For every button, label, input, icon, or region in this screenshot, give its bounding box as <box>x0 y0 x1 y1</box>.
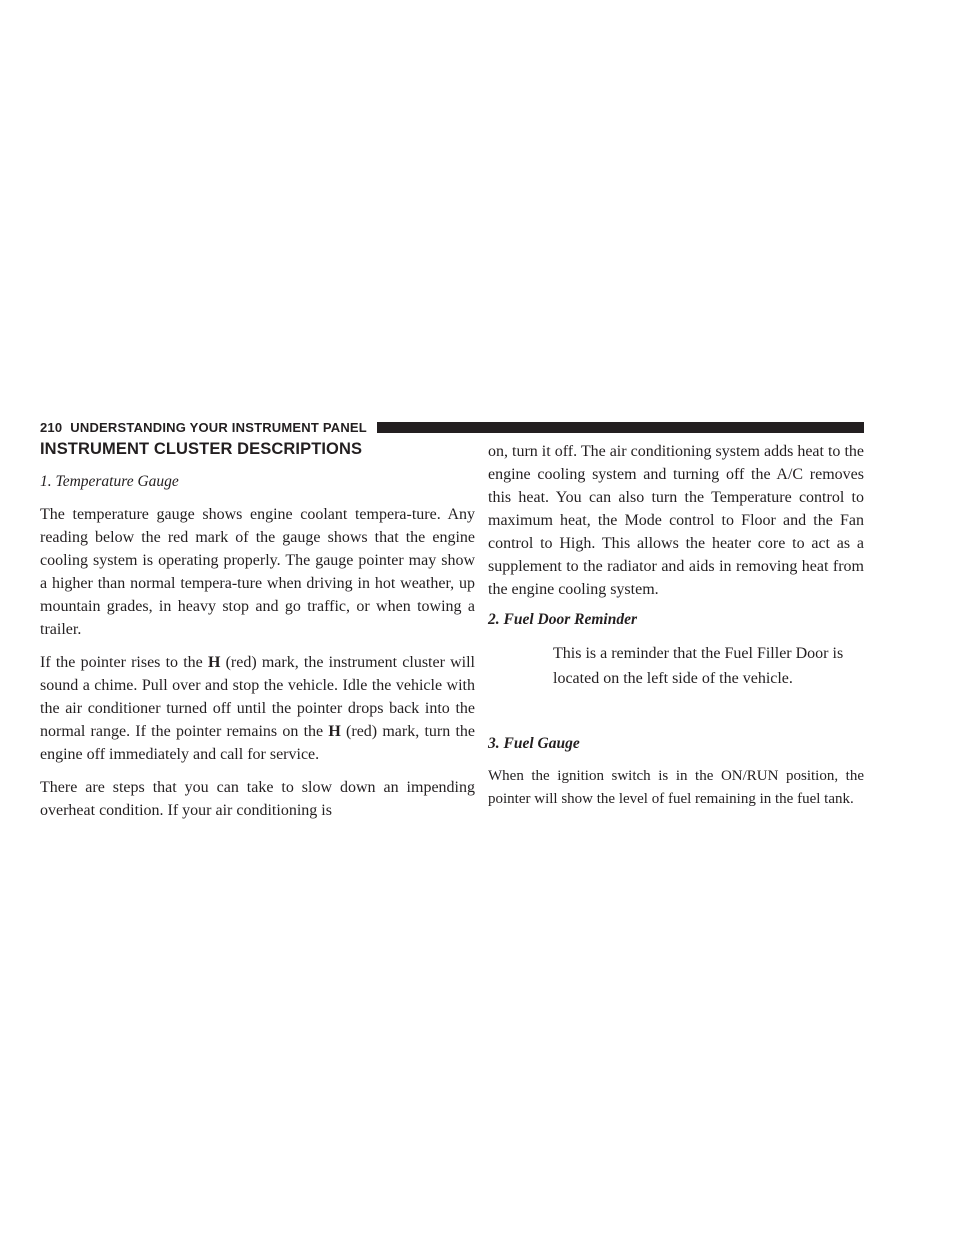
header-rule <box>377 422 864 433</box>
fuel-door-reminder-heading: 2. Fuel Door Reminder <box>488 611 637 628</box>
h-mark-2: H <box>328 723 341 740</box>
temperature-gauge-heading: 1. Temperature Gauge <box>40 473 179 490</box>
temp-para2-part-b: (red) mark, the instrument cluster will sound a chime. Pull over and stop the vehicle. Idle the vehicle with the air conditioner turned off until the pointer drops back into the normal range. If the pointer remains on the <box>40 654 476 740</box>
h-mark-1: H <box>207 654 221 671</box>
fuel-door-reminder-text: This is a reminder that the Fuel Filler Door is located on the left side of the vehicle. <box>553 645 844 687</box>
temp-para2-part-c: (red) mark, turn the engine off immediately and call for service. <box>40 723 476 763</box>
fuel-gauge-heading: 3. Fuel Gauge <box>488 735 580 752</box>
temperature-gauge-paragraph-3: There are steps that you can take to slow down an impending overheat condition. If your air conditioning is <box>40 779 475 819</box>
continued-paragraph: on, turn it off. The air conditioning system adds heat to the engine cooling system and turning off the A/C removes this heat. You can also turn the Temperature control to maximum heat, the Mode control to Floor and the Fan control to High. This allows the heater core to act as a supplement to the radiator and aids in removing heat from the engine cooling system. <box>488 443 864 598</box>
fuel-gauge-text: When the ignition switch is in the ON/RUN position, the pointer will show the level of fuel remaining in the fuel tank. <box>488 768 864 807</box>
right-column <box>488 440 864 821</box>
left-column <box>40 440 475 832</box>
temperature-gauge-paragraph-2 <box>40 651 475 766</box>
page-header <box>40 420 864 434</box>
running-head: UNDERSTANDING YOUR INSTRUMENT PANEL <box>70 419 367 435</box>
temp-para2-part-a: If the pointer rises to the <box>40 654 208 671</box>
page-number: 210 <box>40 419 63 435</box>
temperature-gauge-paragraph-1: The temperature gauge shows engine coolant tempera-ture. Any reading below the red mark of the gauge shows that the engine cooling system is operating properly. The gauge pointer may show a higher than normal tempera-ture when driving in hot weather, up mountain grades, in heavy stop and go traffic, or when towing a trailer. <box>40 506 475 638</box>
section-title: INSTRUMENT CLUSTER DESCRIPTIONS <box>40 440 363 458</box>
